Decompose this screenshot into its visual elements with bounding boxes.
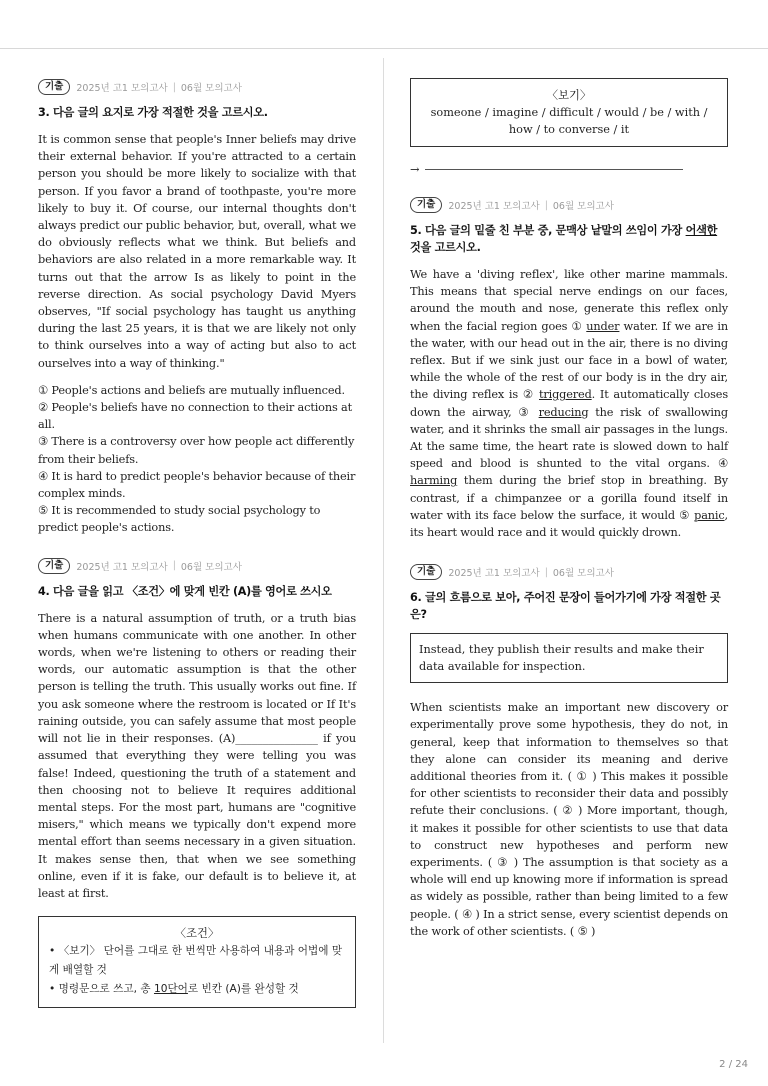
- q5-text: We have a 'diving reflex', like other marine mammals. This means that special nerve endings on our faces, around the mouth and nose, generate this reflex only when the facial region goes ①: [410, 268, 728, 333]
- q3-options: [38, 382, 356, 537]
- q5-text: , its heart would race and it would quickly drown.: [410, 508, 728, 540]
- conditions-title: 〈조건〉: [174, 927, 220, 941]
- q3-option[interactable]: ⑤ It is recommended to study social psychology to predict people's actions.: [38, 504, 321, 535]
- condition-1: • 〈보기〉 단어를 그대로 한 번씩만 사용하여 내용과 어법에 맞게 배열할 것: [49, 945, 343, 977]
- q5-underlined-word: reducing: [538, 405, 589, 419]
- q3-option[interactable]: ④ It is hard to predict people's behavior because of their complex minds.: [38, 469, 356, 501]
- q5-underlined-word: under: [586, 319, 620, 333]
- exam-year: 2025년 고1 모의고사: [76, 83, 168, 94]
- q5-title-end: 것을 고르시오.: [410, 241, 481, 254]
- arrow-icon: →: [410, 163, 420, 176]
- blank-a[interactable]: _______________: [235, 732, 318, 746]
- past-exam-tag: 기출: [410, 564, 442, 580]
- condition-2-text: • 명령문으로 쓰고, 총: [49, 983, 154, 996]
- q4-passage-before: There is a natural assumption of truth, or a truth bias when humans communicate with one another. In other words, when we're listening to others or reading their words, our automatic assumption is that the other person is telling the truth. This usually works out fine. If you ask someone where the restroom is located or If It's raining outside, you can safely assume that most people will not lie in their responses. (A): [38, 611, 356, 746]
- condition-2-text-end: 로 빈칸 (A)를 완성할 것: [187, 983, 299, 996]
- q3-option[interactable]: ① People's actions and beliefs are mutually influenced.: [38, 383, 345, 397]
- q6-passage: When scientists make an important new discovery or experimentally prove some hypothesis, they do not, in general, keep that information to themselves so that they alone can consider its meaning and derive additional theories from it. ( ① ) This makes it possible for other scientists to reconsider their data and possibly refute their conclusions. ( ② ) More important, though, it makes it possible for other scientists to use that data to construct new hypotheses and perform new experiments. ( ③ ) The assumption is that society as a whole will end up knowing more if information is spread as widely as possible, rather than being limited to a few people. ( ④ ) In a strict sense, every scientist depends on the work of other scientists. ( ⑤ ): [410, 701, 728, 938]
- q6-title: 6. 글의 흐름으로 보아, 주어진 문장이 들어가기에 가장 적절한 곳은?: [410, 591, 721, 622]
- q5-text: water. If we are in the water, with our head out in the air, there is no diving reflex. But if we sink just our face in a bowl of water, while the whole of the rest of our body is in the dry air, the diving reflex is ②: [410, 319, 728, 402]
- exam-year: 2025년 고1 모의고사: [76, 561, 168, 573]
- q5-title-underline: 어색한: [685, 224, 718, 237]
- right-column: [410, 78, 728, 940]
- conditions-box: [38, 916, 356, 1008]
- q5-underlined-word: triggered: [538, 388, 592, 402]
- q5-text: them during the brief stop in breathing. By contrast, if a chimpanzee or a gorilla found itself in water with its face below the surface, it would ⑤: [410, 474, 728, 522]
- exam-year: 2025년 고1 모의고사: [448, 568, 540, 580]
- q4-title: 4. 다음 글을 읽고 〈조건〉에 맞게 빈칸 (A)를 영어로 쓰시오: [38, 584, 332, 598]
- condition-2-underline: 10단어: [153, 983, 188, 996]
- separator: |: [544, 566, 548, 578]
- left-column: [38, 78, 356, 1008]
- q3-option[interactable]: ③ There is a controversy over how people act differently from their beliefs.: [38, 435, 355, 466]
- answer-blank[interactable]: [425, 169, 683, 170]
- bogi-words: someone / imagine / difficult / would / be / with / how / to converse / it: [430, 106, 708, 136]
- q5-title-text: 5. 다음 글의 밑줄 친 부분 중, 문맥상 낱말의 쓰임이 가장: [410, 224, 686, 237]
- exam-year: 2025년 고1 모의고사: [448, 201, 540, 212]
- q3-option[interactable]: ② People's beliefs have no connection to their actions at all.: [38, 401, 353, 432]
- q3-source: [38, 78, 356, 96]
- q3-title: 3. 다음 글의 요지로 가장 적절한 것을 고르시오.: [38, 106, 268, 119]
- q4-passage-after: if you assumed that everything they were telling you was false! Indeed, questioning the truth of a statement and then choosing not to believe It requires additional mental steps. For the most part, humans are "cognitive misers," which means we typically don't expend more mental effort than seems necessary in a given situation. It makes sense then, that when we see something online, even if it is fake, our default is to believe it, at least at first.: [38, 732, 356, 900]
- bogi-title: 〈보기〉: [546, 89, 592, 102]
- q5-source: [410, 196, 728, 214]
- separator: |: [172, 560, 176, 572]
- exam-month: 06월 모의고사: [180, 83, 242, 94]
- separator: |: [172, 81, 176, 93]
- q3-passage: It is common sense that people's Inner beliefs may drive their external behavior. If you're attracted to a certain person you should be more likely to socialize with that person. If you favor a brand of toothpaste, you're more likely to buy it. Of course, our internal thoughts don't always predict our public behavior, but, overall, what we do obviously reflects what we think. But beliefs and behaviors are also related in a more remarkable way. It turns out that the arrow Is as likely to point in the reverse direction. As social psychology David Myers observes, "If social psychology has taught us anything during the last 25 years, it is that we are likely not only to think ourselves into a way of acting but also to act ourselves into a way of thinking.": [38, 133, 356, 370]
- q5-title: [410, 222, 728, 256]
- condition-2: [49, 980, 345, 999]
- q5-passage: [410, 266, 728, 541]
- page-number: 2 / 24: [719, 1059, 748, 1070]
- past-exam-tag: 기출: [38, 558, 70, 574]
- separator: |: [544, 199, 548, 211]
- q5-text: . It automatically closes down the airway, ③: [410, 388, 728, 419]
- q5-underlined-word: panic: [694, 508, 725, 522]
- q5-text: the risk of swallowing water, and it shrinks the small air passages in the lungs. At the same time, the heart rate is slowed down to half speed and blood is shunted to the vital organs. ④: [410, 405, 729, 471]
- q4-source: [38, 557, 356, 575]
- bogi-box: [410, 78, 728, 147]
- given-sentence: Instead, they publish their results and make their data available for inspection.: [419, 643, 704, 674]
- exam-month: 06월 모의고사: [552, 201, 614, 212]
- q4-passage: [38, 610, 356, 902]
- header-rule: [0, 48, 768, 49]
- q6-source: [410, 563, 728, 581]
- exam-month: 06월 모의고사: [552, 568, 614, 580]
- past-exam-tag: 기출: [410, 197, 442, 213]
- answer-line: [410, 163, 728, 176]
- column-divider: [383, 58, 384, 1043]
- past-exam-tag: 기출: [38, 79, 70, 95]
- exam-month: 06월 모의고사: [180, 561, 242, 573]
- q5-underlined-word: harming: [410, 474, 458, 488]
- given-sentence-box: [410, 633, 728, 683]
